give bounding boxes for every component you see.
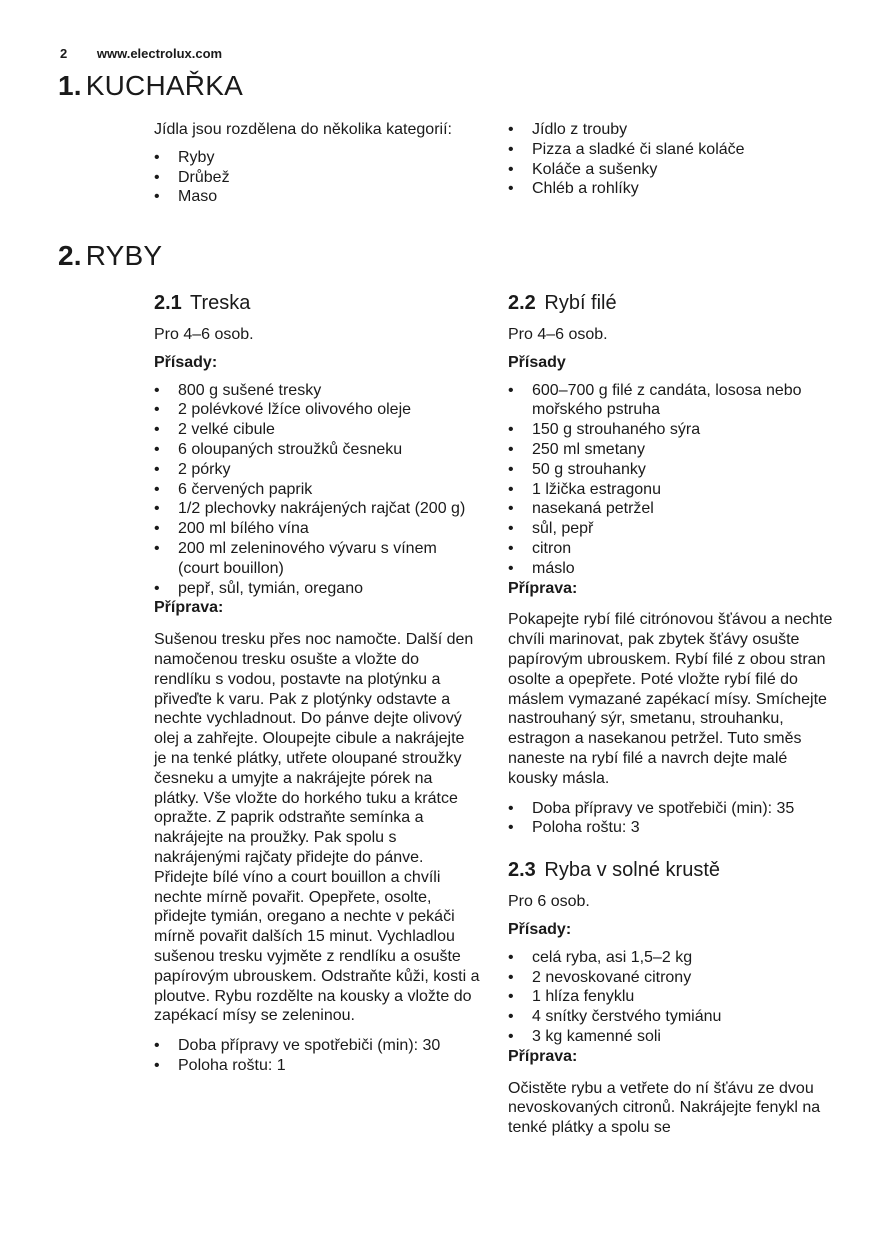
list-item: • 150 g strouhaného sýra [508,420,838,440]
preparation-label: Příprava: [508,579,578,597]
list-item: • 250 ml smetany [508,440,838,460]
notes-list [508,799,838,839]
chapter-1-left-column [154,120,454,207]
category-list-left [154,148,454,207]
chapter-1-heading [58,70,243,102]
section-number: 2.3 [508,859,536,882]
list-item: • 2 pórky [154,460,480,480]
list-item: • 50 g strouhanky [508,460,838,480]
chapter-2-heading [58,240,162,272]
ingredients-label: Přísady: [154,353,218,371]
servings: Pro 4–6 osob. [154,326,254,343]
preparation-label: Příprava: [154,599,224,617]
list-item: • citron [508,539,838,559]
list-item: • celá ryba, asi 1,5–2 kg [508,948,838,968]
list-item: • 3 kg kamenné soli [508,1027,838,1047]
ingredients-list [508,948,838,1047]
ingredients-label: Přísady: [508,920,572,938]
list-item: • 6 červených paprik [154,480,480,500]
list-item: • Ryby [154,148,454,168]
list-item: • Maso [154,187,454,207]
notes-list [154,1036,480,1076]
list-item: • Jídlo z trouby [508,120,838,140]
page-header [60,46,222,61]
recipe-file [508,291,838,1138]
page-number: 2 [60,46,68,61]
section-number: 2.2 [508,292,536,314]
list-item: • Doba přípravy ve spotřebiči (min): 30 [154,1036,480,1056]
category-list-right [508,120,838,199]
website-url: www.electrolux.com [96,46,223,61]
chapter-title: KUCHAŘKA [85,70,243,101]
chapter-number: 2. [58,240,82,271]
list-item: • 1/2 plechovky nakrájených rajčat (200 g) [154,499,480,519]
chapter-1-right-column [508,120,838,199]
recipe-treska [154,291,480,1076]
recipe-heading [508,291,838,315]
list-item: • Koláče a sušenky [508,160,838,180]
list-item: • sůl, pepř [508,519,838,539]
list-item: • 2 nevoskované citrony [508,968,838,988]
recipe-title: Treska [190,292,251,314]
list-item: • 600–700 g filé z candáta, lososa nebo mořského pstruha [508,381,838,421]
list-item: • 1 hlíza fenyklu [508,987,838,1007]
recipe-salt-crust [508,858,838,1138]
recipe-title: Rybí filé [544,292,617,314]
preparation-label: Příprava: [508,1047,578,1065]
list-item: • 800 g sušené tresky [154,381,480,401]
chapter-title: RYBY [85,240,163,271]
list-item: • 200 ml bílého vína [154,519,480,539]
ingredients-list [154,381,480,599]
list-item: • Poloha roštu: 3 [508,818,838,838]
chapter-intro: Jídla jsou rozdělena do několika kategorií: [154,121,452,138]
preparation-text: Očistěte rybu a vetřete do ní šťávu ze dvou nevoskovaných citronů. Nakrájejte fenykl na tenké plátky a spolu se [508,1079,821,1137]
servings: Pro 6 osob. [508,893,590,911]
servings: Pro 4–6 osob. [508,326,608,343]
list-item: • pepř, sůl, tymián, oregano [154,579,480,599]
ingredients-label: Přísady [508,353,566,371]
preparation-text: Pokapejte rybí filé citrónovou šťávou a nechte chvíli marinovat, pak zbytek šťávy osušte papírovým ubrouskem. Rybí filé z obou stran osolte a opepřete. Poté vložte rybí filé do máslem vymazané zapékací mísy. Smíchejte nastrouhaný sýr, smetanu, strouhanku, estragon a nasekanou petržel. Tuto směs naneste na rybí filé a navrch dejte malé kousky másla. [508,611,833,787]
list-item: • Doba přípravy ve spotřebiči (min): 35 [508,799,838,819]
list-item: • Drůbež [154,168,454,188]
list-item: • 2 velké cibule [154,420,480,440]
list-item: • 6 oloupaných stroužků česneku [154,440,480,460]
list-item: • Pizza a sladké či slané koláče [508,140,838,160]
recipe-heading [154,291,480,315]
list-item: • máslo [508,559,838,579]
list-item: • 1 lžička estragonu [508,480,838,500]
section-number: 2.1 [154,292,182,314]
list-item: • 2 polévkové lžíce olivového oleje [154,400,480,420]
recipe-title: Ryba v solné krustě [544,859,721,882]
ingredients-list [508,381,838,579]
recipe-heading [508,858,838,882]
list-item: • Chléb a rohlíky [508,179,838,199]
chapter-number: 1. [58,70,82,101]
preparation-text: Sušenou tresku přes noc namočte. Další den namočenou tresku osušte a vložte do rendlíku s vodou, postavte na plotýnku a přiveďte k varu. Pak z plotýnky odstavte a nechte vychladnout. Do pánve dejte olivový olej a zahřejte. Oloupejte cibule a nakrájejte je na tenké plátky, utřete oloupané stroužky česneku a umyjte a nakrájejte pórek na plátky. Vše vložte do horkého tuku a krátce opražte. Z paprik odstraňte semínka a nakrájejte na proužky. Pak spolu s nakrájenými rajčaty přidejte do pánve. Přidejte bílé víno a court bouillon a chvíli nechte mírně povařit. Opepřete, osolte, přidejte tymián, oregano a nechte v pekáči mírně povařit dalších 15 minut. Vychladlou sušenou tresku vyjměte z rendlíku a osušte papírovým ubrouskem. Odstraňte kůži, kosti a ploutve. Rybu rozdělte na kousky a vložte do zapékací mísy se zeleninou. [154,631,480,1025]
list-item: • 4 snítky čerstvého tymiánu [508,1007,838,1027]
list-item: • 200 ml zeleninového vývaru s vínem (court bouillon) [154,539,480,579]
list-item: • nasekaná petržel [508,499,838,519]
list-item: • Poloha roštu: 1 [154,1056,480,1076]
